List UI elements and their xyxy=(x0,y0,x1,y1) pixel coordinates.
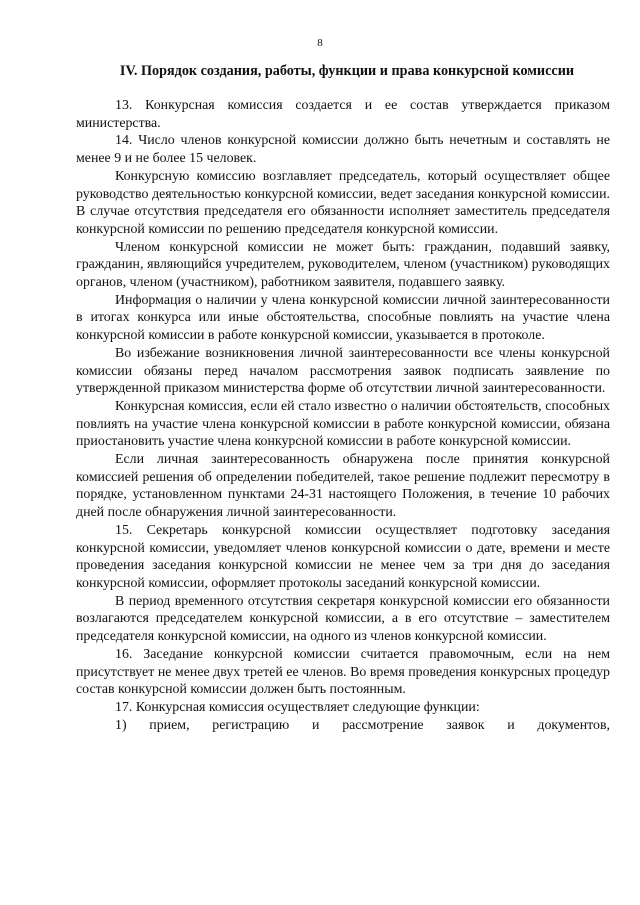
section-heading: IV. Порядок создания, работы, функции и права конкурсной комиссии xyxy=(119,63,575,79)
paragraph-14: 14. Число членов конкурсной комиссии должно быть нечетным и составлять не менее 9 и не более 15 человек. xyxy=(76,133,610,167)
paragraph-suspension: Конкурсная комиссия, если ей стало известно о наличии обстоятельств, способных повлиять на участие члена конкурсной комиссии в работе конкурсной комиссии, обязана приостановить участие члена конкурсной комиссии в работе конкурсной комиссии. xyxy=(76,398,610,450)
paragraph-17: 17. Конкурсная комиссия осуществляет следующие функции: xyxy=(115,699,480,715)
document-body xyxy=(76,97,610,734)
paragraph-17-item-1: 1) прием, регистрацию и рассмотрение заявок и документов, xyxy=(115,717,610,733)
paragraph-review: Если личная заинтересованность обнаружена после принятия конкурсной комиссией решения об определении победителей, такое решение подлежит пересмотру в порядке, установленном пунктами 24-31 настоящего Положения, в течение 10 рабочих дней после обнаружения личной заинтересованности. xyxy=(76,452,610,521)
paragraph-conflict-statement: Во избежание возникновения личной заинтересованности все члены конкурсной комиссии обязаны перед началом рассмотрения заявок подписать заявление по утвержденной приказом министерства форме об отсутствии личной заинтересованности. xyxy=(76,345,610,397)
paragraph-15: 15. Секретарь конкурсной комиссии осуществляет подготовку заседания конкурсной комиссии, уведомляет членов конкурсной комиссии о дате, времени и месте проведения заседания конкурсной комиссии не менее чем за три дня до заседания конкурсной комиссии, оформляет протоколы заседаний конкурсной комиссии. xyxy=(76,522,610,591)
paragraph-secretary-absence: В период временного отсутствия секретаря конкурсной комиссии его обязанности возлагаются председателем конкурсной комиссии, а в его отсутствие – заместителем председателя конкурсной комиссии, на одного из членов конкурсной комиссии. xyxy=(76,593,610,645)
paragraph-13: 13. Конкурсная комиссия создается и ее состав утверждается приказом министерства. xyxy=(76,98,610,131)
paragraph-conflict-info: Информация о наличии у члена конкурсной комиссии личной заинтересованности в итогах конкурса или иные обстоятельства, способные повлиять на участие члена конкурсной комиссии в работе конкурсной комиссии, указывается в протоколе. xyxy=(76,292,610,344)
paragraph-16: 16. Заседание конкурсной комиссии считается правомочным, если на нем присутствует не менее двух третей ее членов. Во время проведения конкурсных процедур состав конкурсной комиссии должен быть постоянным. xyxy=(76,646,610,698)
paragraph-chairman: Конкурсную комиссию возглавляет председатель, который осуществляет общее руководство деятельностью конкурсной комиссии, ведет заседания конкурсной комиссии. В случае отсутствия председателя его обязанности исполняет заместитель председателя конкурсной комиссии по решению председателя конкурсной комиссии. xyxy=(76,168,610,237)
page-number: 8 xyxy=(317,37,323,49)
paragraph-membership-restrictions: Членом конкурсной комиссии не может быть: гражданин, подавший заявку, гражданин, являющийся учредителем, руководителем, членом (участником) руководящих органов, членом (участником), работником заявителя, подавшего заявку. xyxy=(76,239,610,291)
